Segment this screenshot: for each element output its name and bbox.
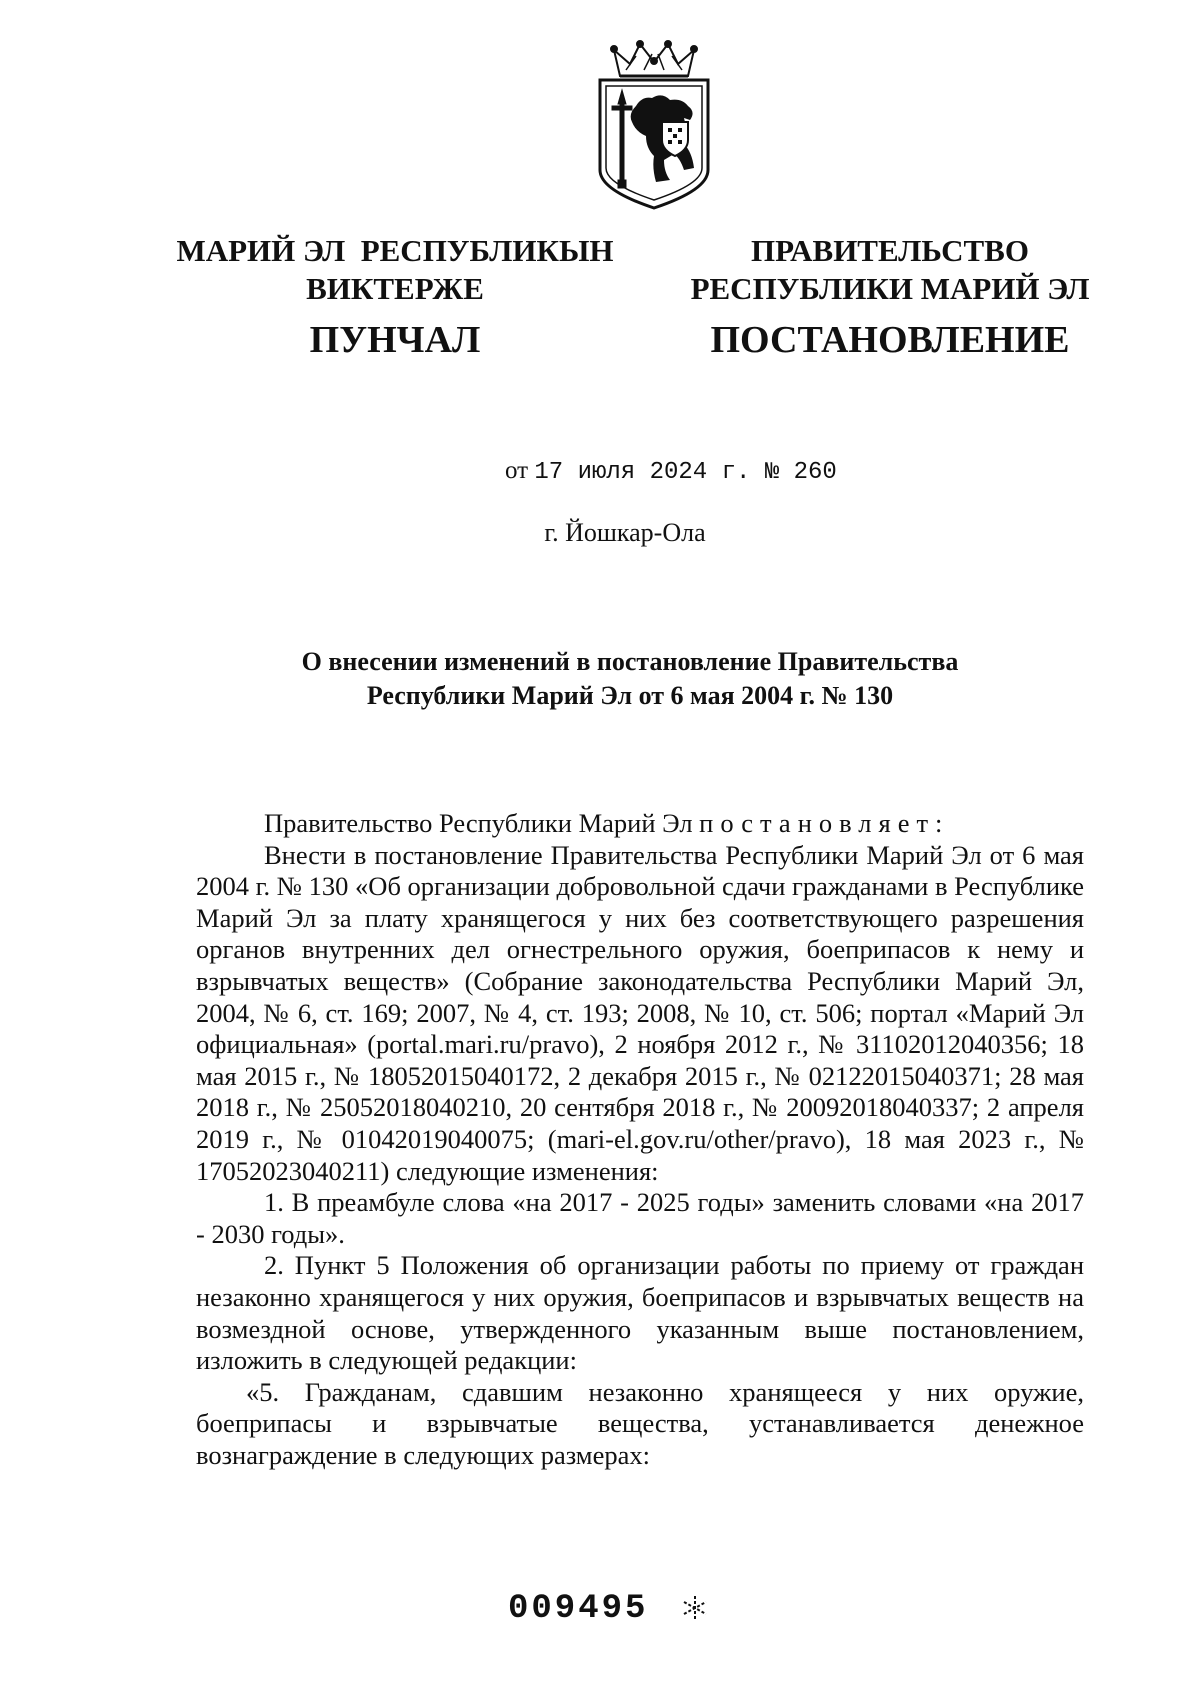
date-prefix: от xyxy=(505,457,529,484)
header-left-line2: ВИКТЕРЖЕ xyxy=(306,271,484,306)
serial-number xyxy=(508,1590,710,1628)
intro-subject: Правительство Республики Марий Эл xyxy=(264,808,693,838)
paragraph-item-5-quote: «5. Гражданам, сдавшим незаконно хранящееся у них оружие, боеприпасы и взрывчатые вещества, устанавливается денежное вознаграждение в следующих размерах: xyxy=(196,1376,1084,1470)
document-body xyxy=(196,808,1084,1471)
header-mari-column xyxy=(160,232,630,362)
title-line2: Республики Марий Эл от 6 мая 2004 г. № 130 xyxy=(366,681,894,710)
header-right-line1: ПРАВИТЕЛЬСТВО xyxy=(751,233,1029,268)
document-city: г. Йошкар-Ола xyxy=(544,518,706,547)
snowflake-mark-icon xyxy=(680,1593,710,1623)
document-date-line xyxy=(505,457,837,486)
coat-of-arms-emblem xyxy=(592,40,716,210)
paragraph-item-2: 2. Пункт 5 Положения об организации работы по приему от граждан незаконно хранящегося у них оружия, боеприпасов и взрывчатых веществ на возмездной основе, утвержденного указанным выше постановлением, изложить в следующей редакции: xyxy=(196,1250,1084,1376)
header-russian-column xyxy=(660,232,1120,362)
header-left-doc-type: ПУНЧАЛ xyxy=(309,319,481,361)
header-right-doc-type: ПОСТАНОВЛЕНИЕ xyxy=(710,319,1070,361)
header-left-line1: МАРИЙ ЭЛ РЕСПУБЛИКЫН xyxy=(176,233,614,268)
paragraph-item-1: 1. В преамбуле слова «на 2017 - 2025 годы» заменить словами «на 2017 - 2030 годы». xyxy=(196,1187,1084,1249)
serial-value: 009495 xyxy=(508,1590,649,1628)
document-title xyxy=(200,645,1060,713)
header-right-line2: РЕСПУБЛИКИ МАРИЙ ЭЛ xyxy=(690,271,1090,306)
intro-paragraph xyxy=(196,808,1084,840)
intro-verb: постановляет: xyxy=(699,808,950,838)
title-line1: О внесении изменений в постановление Правительства xyxy=(301,647,959,676)
paragraph-main: Внести в постановление Правительства Республики Марий Эл от 6 мая 2004 г. № 130 «Об организации добровольной сдачи гражданами в Республике Марий Эл за плату хранящегося у них без соответствующего разрешения органов внутренних дел огнестрельного оружия, боеприпасов к нему и взрывчатых веществ» (Собрание законодательства Республики Марий Эл, 2004, № 6, ст. 169; 2007, № 4, ст. 193; 2008, № 10, ст. 506; портал «Марий Эл официальная» (portal.mari.ru/pravo), 2 ноября 2012 г., № 31102012040356; 18 мая 2015 г., № 18052015040172, 2 декабря 2015 г., № 02122015040371; 28 мая 2018 г., № 25052018040210, 20 сентября 2018 г., № 20092018040337; 2 апреля 2019 г., № 01042019040075; (mari-el.gov.ru/other/pravo), 18 мая 2023 г., № 17052023040211) следующие изменения: xyxy=(196,839,1084,1186)
date-value: 17 июля 2024 г. № 260 xyxy=(534,459,837,486)
